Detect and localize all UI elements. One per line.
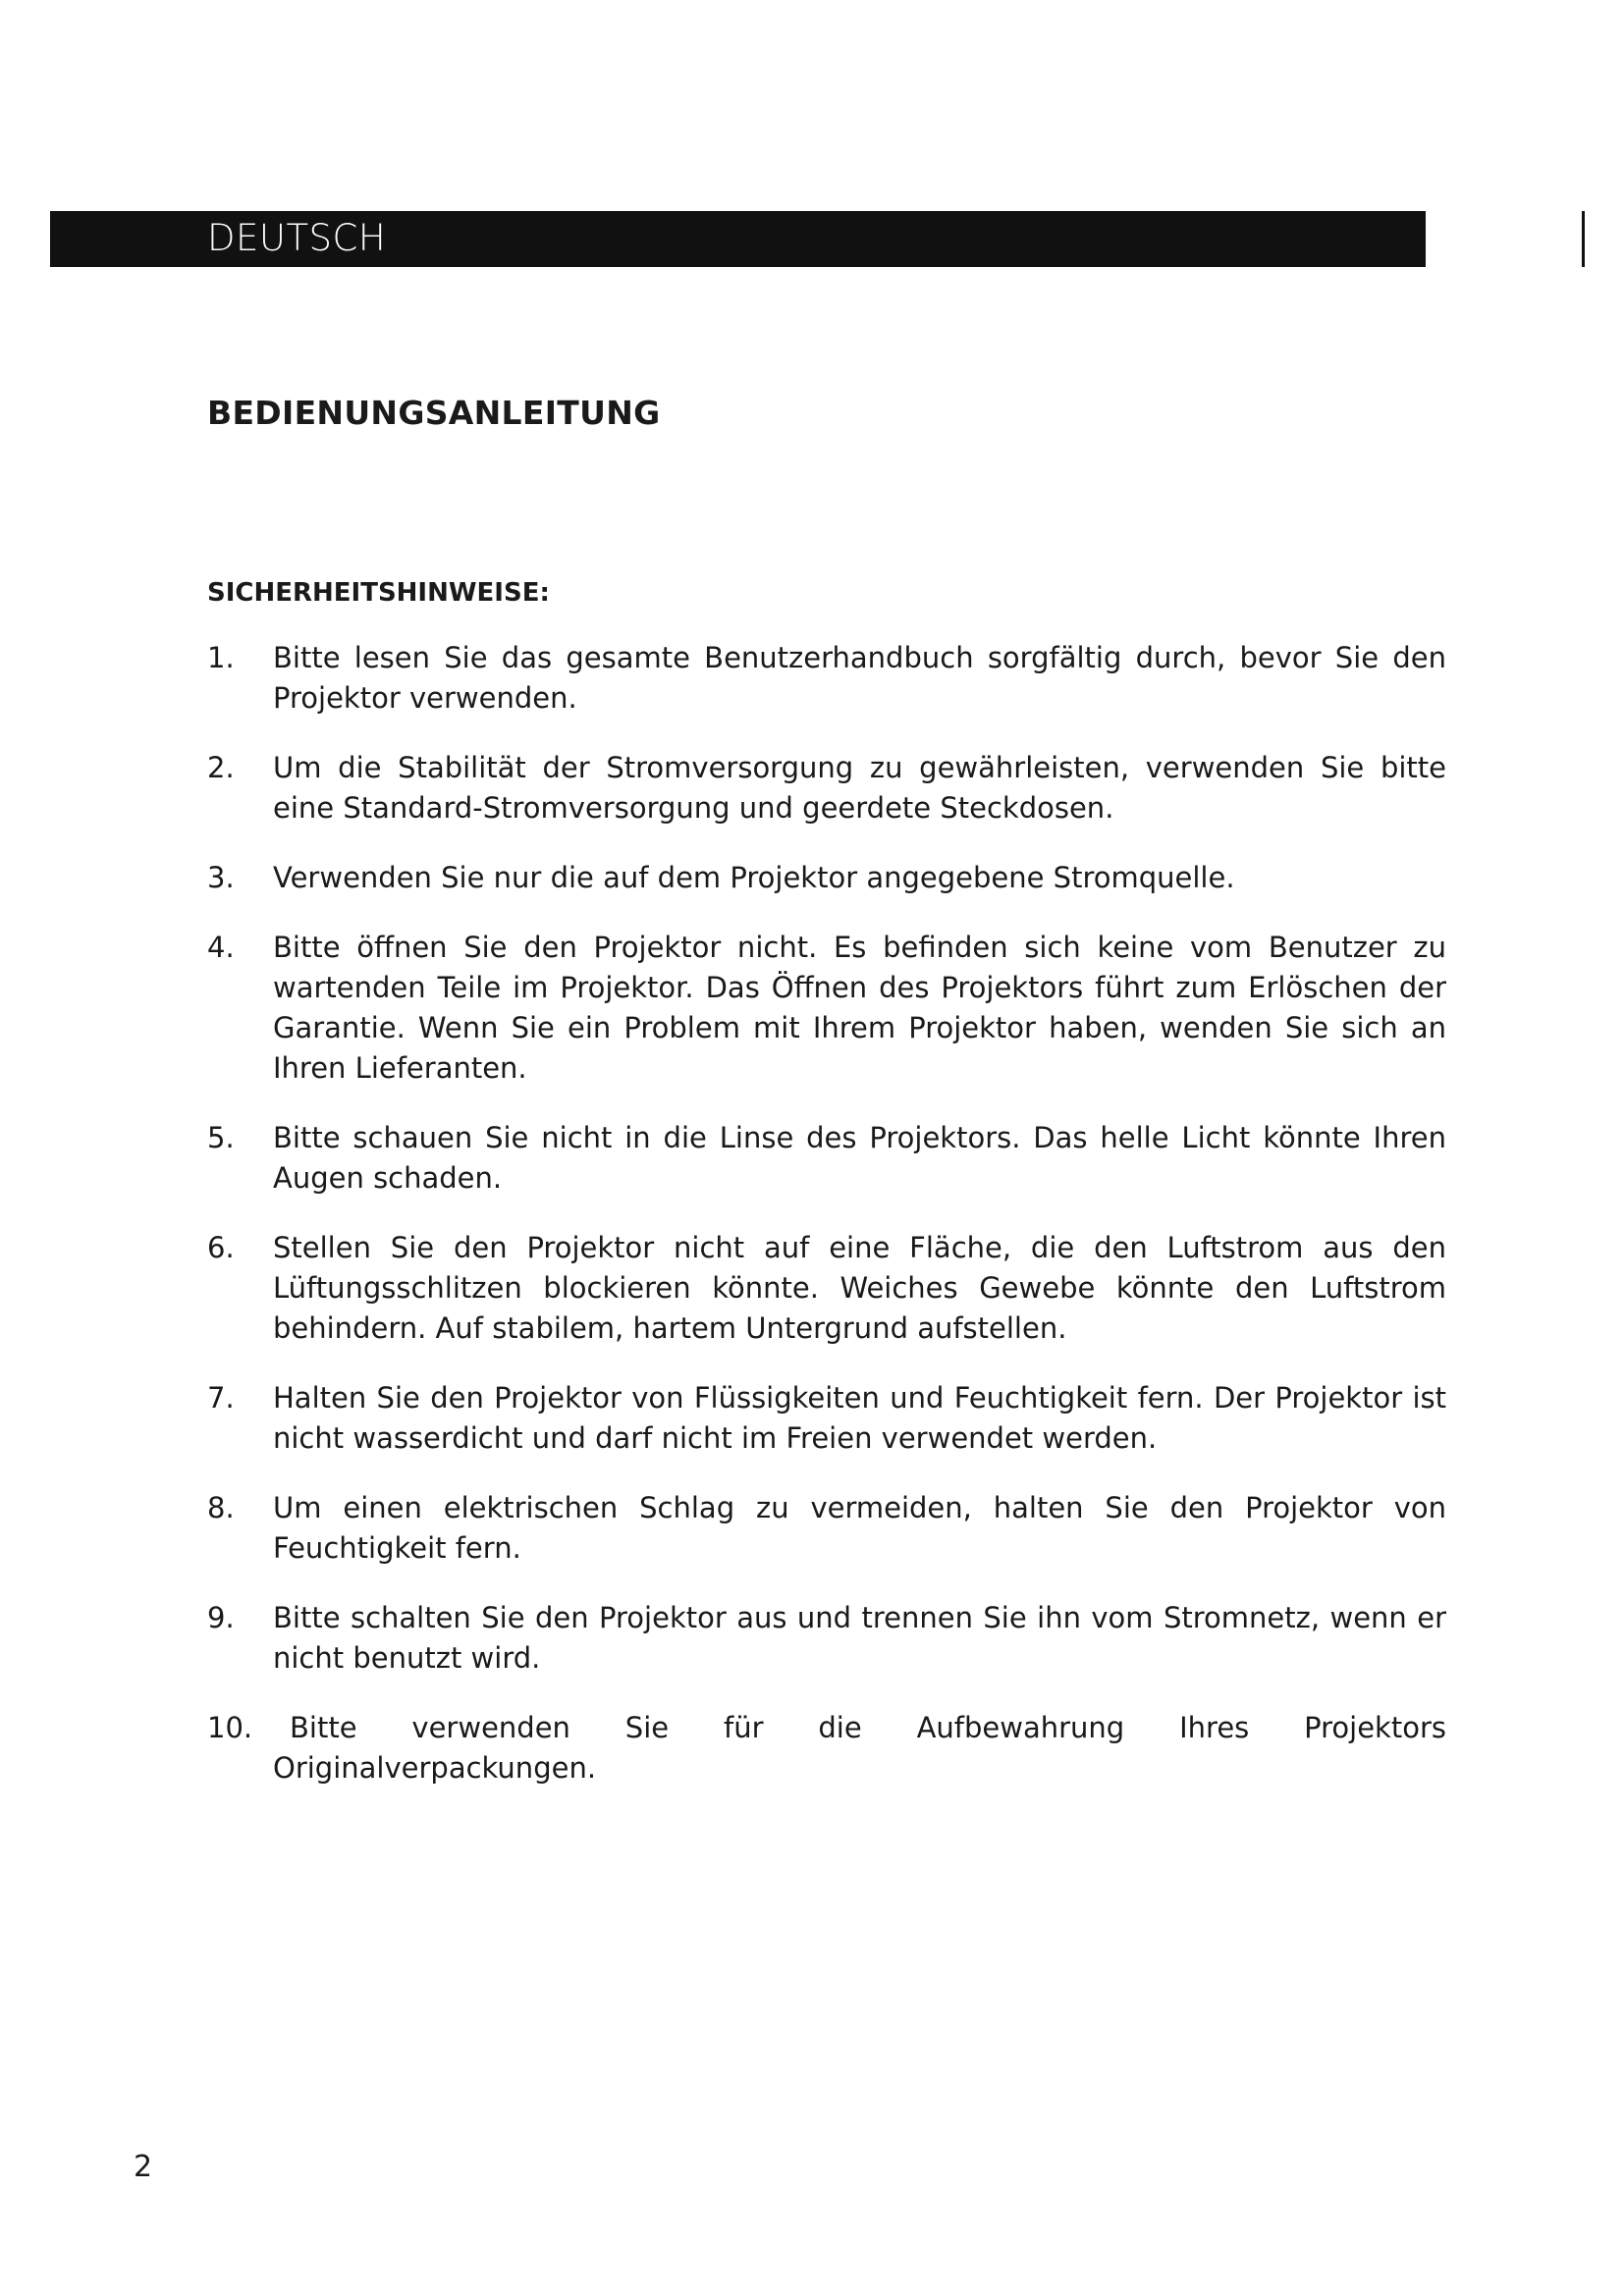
item-text: Um einen elektrischen Schlag zu vermeiden, halten Sie den Projektor von Feuchtigkeit fern. [273, 1491, 1446, 1565]
item-number: 4. [207, 931, 235, 964]
item-number: 7. [207, 1381, 235, 1415]
safety-item-8 [207, 1488, 1446, 1569]
safety-item-5 [207, 1118, 1446, 1199]
item-number: 10. [207, 1711, 253, 1744]
page-edge-marker [1582, 211, 1585, 267]
item-text: Bitte schauen Sie nicht in die Linse des Projektors. Das helle Licht könnte Ihren Augen schaden. [273, 1121, 1446, 1195]
safety-item-3 [207, 858, 1446, 898]
item-text: Bitte öffnen Sie den Projektor nicht. Es befinden sich keine vom Benutzer zu wartenden Teile im Projektor. Das Öffnen des Projektors führt zum Erlöschen der Garantie. Wenn Sie ein Problem mit Ihrem Projektor haben, wenden Sie sich an Ihren Lieferanten. [273, 931, 1446, 1085]
item-text: Stellen Sie den Projektor nicht auf eine Fläche, die den Luftstrom aus den Lüftungsschlitzen blockieren könnte. Weiches Gewebe könnte den Luftstrom behindern. Auf stabilem, hartem Untergrund aufstellen. [273, 1231, 1446, 1345]
safety-item-6 [207, 1228, 1446, 1349]
safety-item-4 [207, 928, 1446, 1089]
item-text: Verwenden Sie nur die auf dem Projektor angegebene Stromquelle. [273, 861, 1235, 894]
safety-item-2 [207, 748, 1446, 828]
safety-instructions-list [207, 638, 1446, 1818]
item-number: 6. [207, 1231, 235, 1264]
item-number: 2. [207, 751, 235, 784]
safety-item-9 [207, 1598, 1446, 1679]
page-number: 2 [134, 2150, 153, 2184]
item-number: 9. [207, 1601, 235, 1634]
item-text: Halten Sie den Projektor von Flüssigkeiten und Feuchtigkeit fern. Der Projektor ist nicht wasserdicht und darf nicht im Freien verwendet werden. [273, 1381, 1446, 1455]
item-number: 1. [207, 641, 235, 674]
item-number: 8. [207, 1491, 235, 1524]
safety-item-10 [207, 1708, 1446, 1789]
item-text: Um die Stabilität der Stromversorgung zu gewährleisten, verwenden Sie bitte eine Standard-Stromversorgung und geerdete Steckdosen. [273, 751, 1446, 825]
item-text: Bitte schalten Sie den Projektor aus und trennen Sie ihn vom Stromnetz, wenn er nicht benutzt wird. [273, 1601, 1446, 1675]
language-header-bar [50, 211, 1426, 267]
safety-item-1 [207, 638, 1446, 719]
language-label: DEUTSCH [207, 217, 387, 259]
item-text: Bitte lesen Sie das gesamte Benutzerhandbuch sorgfältig durch, bevor Sie den Projektor verwenden. [273, 641, 1446, 715]
item-number: 5. [207, 1121, 235, 1154]
item-text: Bitte verwenden Sie für die Aufbewahrung Ihres Projektors Originalverpackungen. [273, 1711, 1446, 1785]
item-number: 3. [207, 861, 235, 894]
manual-title: BEDIENUNGSANLEITUNG [207, 394, 661, 432]
safety-section-title: SICHERHEITSHINWEISE: [207, 578, 550, 608]
safety-item-7 [207, 1378, 1446, 1459]
